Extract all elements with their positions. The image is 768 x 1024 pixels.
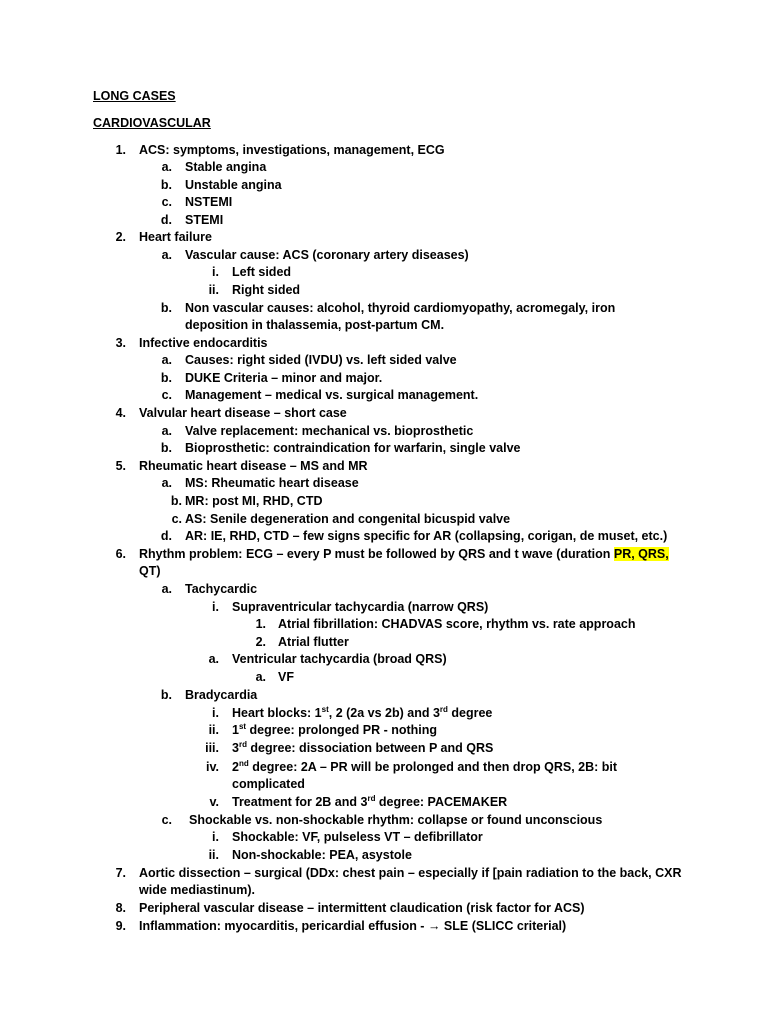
item-roman: i.: [212, 830, 219, 844]
list-item: MS: Rheumatic heart disease: [185, 476, 359, 490]
list-item: Stable angina: [185, 160, 267, 174]
list-item: ACS: symptoms, investigations, management, ECG: [139, 143, 445, 157]
item-roman: iii.: [205, 741, 219, 755]
list-item-continuation: wide mediastinum).: [139, 883, 255, 897]
item-number: 2.: [115, 230, 126, 244]
list-item: VF: [278, 670, 294, 684]
item-roman: i.: [212, 706, 219, 720]
item-letter: b.: [160, 178, 172, 192]
list-item: Valve replacement: mechanical vs. bioprosthetic: [185, 424, 474, 438]
ordinal-suffix: st: [321, 705, 329, 714]
item-letter: b.: [160, 371, 172, 385]
item-number: 1.: [255, 617, 266, 631]
item-letter: a.: [161, 476, 172, 490]
item-number: 8.: [115, 901, 126, 915]
list-item-continuation: QT): [139, 564, 161, 578]
text-run: degree: PACEMAKER: [375, 795, 508, 809]
item-letter: c.: [161, 813, 172, 827]
section-title: CARDIOVASCULAR: [93, 116, 211, 130]
highlighted-text: AS: Senile degeneration and congenital bicuspid valve: [185, 512, 511, 526]
arrow-icon: →: [427, 919, 441, 933]
item-letter: b.: [160, 688, 172, 702]
list-item-continuation: complicated: [232, 777, 305, 791]
item-letter: a.: [208, 652, 219, 666]
list-item: Heart failure: [139, 230, 212, 244]
list-item: Non vascular causes: alcohol, thyroid cardiomyopathy, acromegaly, iron: [185, 301, 616, 315]
list-item: NSTEMI: [185, 195, 233, 209]
item-roman: ii.: [208, 723, 219, 737]
text-run: , 2 (2a vs 2b) and 3: [328, 706, 440, 720]
list-item: Shockable: VF, pulseless VT – defibrillator: [232, 830, 483, 844]
list-item: Rheumatic heart disease – MS and MR: [139, 459, 368, 473]
item-letter: b.: [170, 494, 182, 508]
list-item: Supraventricular tachycardia (narrow QRS): [232, 600, 489, 614]
list-item: Bioprosthetic: contraindication for warfarin, single valve: [185, 441, 521, 455]
text-run: 3: [232, 741, 239, 755]
item-letter: d.: [160, 529, 172, 543]
list-item: DUKE Criteria – minor and major.: [185, 371, 383, 385]
list-item: Causes: right sided (IVDU) vs. left sided valve: [185, 353, 457, 367]
item-number: 3.: [115, 336, 126, 350]
item-roman: i.: [212, 265, 219, 279]
ordinal-suffix: rd: [439, 705, 448, 714]
item-number: 9.: [115, 919, 126, 933]
ordinal-suffix: nd: [238, 759, 249, 768]
item-number: 4.: [115, 406, 126, 420]
item-letter: c.: [171, 512, 182, 526]
text-run: degree: 2A – PR will be prolonged and then drop QRS, 2B: bit: [248, 760, 618, 774]
highlighted-text: PR, QRS,: [613, 547, 669, 561]
item-letter: b.: [160, 301, 172, 315]
text-run: degree: prolonged PR - nothing: [246, 723, 438, 737]
list-item: Right sided: [232, 283, 301, 297]
list-item-text: Rhythm problem: ECG – every P must be followed by QRS and t wave (duration: [139, 547, 614, 561]
text-run: degree: [447, 706, 493, 720]
text-run: Treatment for 2B and 3: [232, 795, 368, 809]
list-item: Bradycardia: [185, 688, 258, 702]
text-run: SLE (SLICC criterial): [440, 919, 567, 933]
item-roman: i.: [212, 600, 219, 614]
list-item: Unstable angina: [185, 178, 282, 192]
list-item: Ventricular tachycardia (broad QRS): [232, 652, 447, 666]
item-letter: b.: [160, 441, 172, 455]
list-item: [232, 705, 492, 722]
list-item: [232, 794, 507, 811]
item-letter: a.: [161, 353, 172, 367]
item-number: 2.: [255, 635, 266, 649]
text-run: Heart blocks: 1: [232, 706, 322, 720]
item-letter: a.: [161, 160, 172, 174]
item-roman: iv.: [206, 760, 219, 774]
text-run: 2: [232, 760, 239, 774]
list-item: Shockable vs. non-shockable rhythm: collapse or found unconscious: [189, 813, 603, 827]
ordinal-suffix: rd: [367, 794, 376, 803]
list-item: Atrial flutter: [278, 635, 349, 649]
text-run: Inflammation: myocarditis, pericardial effusion -: [139, 919, 428, 933]
list-item: Left sided: [232, 265, 292, 279]
item-number: 6.: [115, 547, 126, 561]
item-roman: ii.: [208, 283, 219, 297]
list-item: [232, 722, 437, 739]
item-roman: ii.: [208, 848, 219, 862]
ordinal-suffix: st: [238, 722, 247, 731]
text-run: 1: [232, 723, 239, 737]
list-item: [139, 918, 566, 935]
item-number: 5.: [115, 459, 126, 473]
list-item: AR: IE, RHD, CTD – few signs specific for AR (collapsing, corigan, de muset, etc.): [185, 529, 668, 543]
list-item: [139, 546, 669, 563]
ordinal-suffix: rd: [238, 740, 247, 749]
item-letter: c.: [161, 195, 172, 209]
item-roman: v.: [209, 795, 219, 809]
list-item: [232, 759, 617, 776]
list-item: Non-shockable: PEA, asystole: [232, 848, 412, 862]
item-letter: c.: [161, 388, 172, 402]
item-letter: a.: [255, 670, 266, 684]
list-item: Management – medical vs. surgical management.: [185, 388, 479, 402]
list-item: Peripheral vascular disease – intermittent claudication (risk factor for ACS): [139, 901, 585, 915]
item-number: 7.: [115, 866, 126, 880]
list-item: STEMI: [185, 213, 224, 227]
list-item: Tachycardic: [185, 582, 258, 596]
list-item: Valvular heart disease – short case: [139, 406, 347, 420]
list-item-continuation: deposition in thalassemia, post-partum CM.: [185, 318, 445, 332]
item-letter: a.: [161, 582, 172, 596]
list-item: Infective endocarditis: [139, 336, 268, 350]
item-letter: d.: [160, 213, 172, 227]
item-letter: a.: [161, 424, 172, 438]
list-item: [232, 740, 493, 757]
list-item: Aortic dissection – surgical (DDx: chest pain – especially if [pain radiation to the back, CXR: [139, 866, 682, 880]
document-heading: LONG CASES: [93, 89, 176, 103]
highlighted-text: MR: post MI, RHD, CTD: [185, 494, 323, 508]
item-letter: a.: [161, 248, 172, 262]
text-run: degree: dissociation between P and QRS: [246, 741, 494, 755]
list-item: Vascular cause: ACS (coronary artery diseases): [185, 248, 469, 262]
item-number: 1.: [115, 143, 126, 157]
list-item: Atrial fibrillation: CHADVAS score, rhythm vs. rate approach: [278, 617, 636, 631]
